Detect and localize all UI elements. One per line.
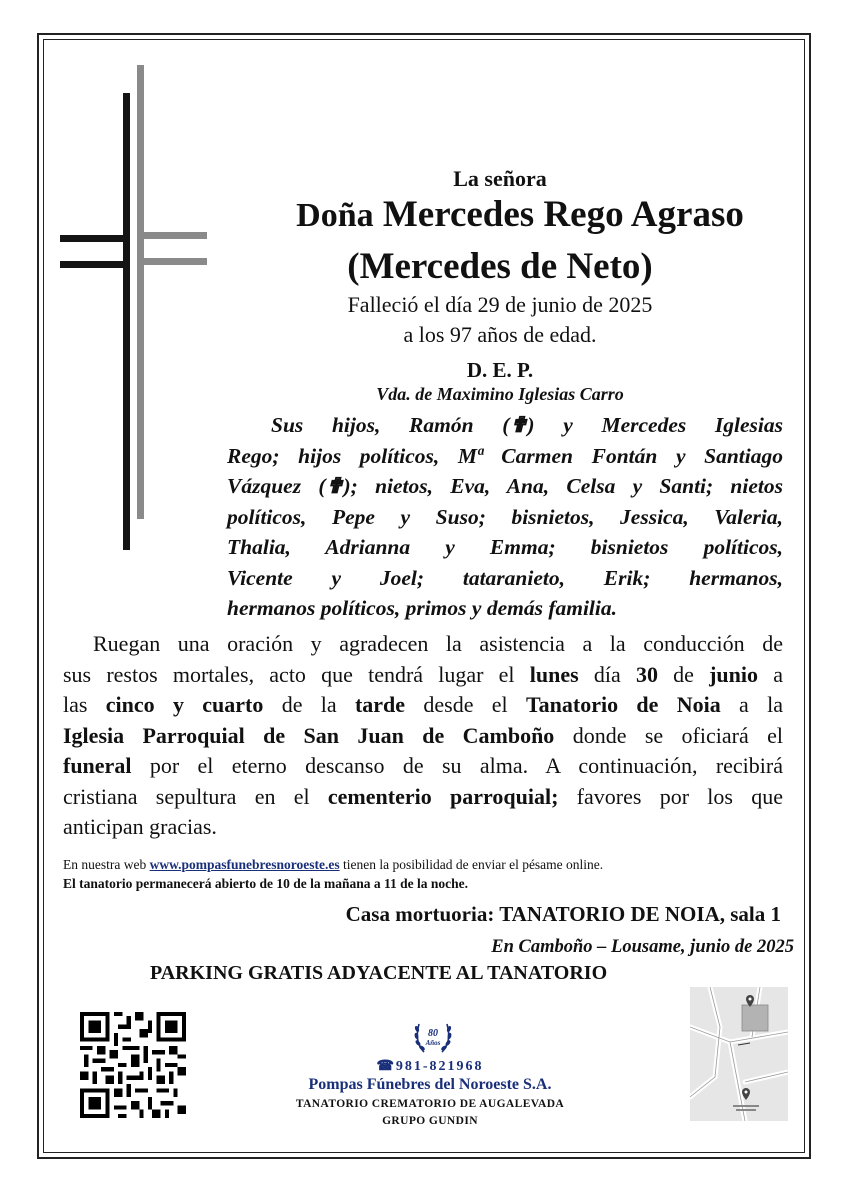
- honorific: La señora: [453, 166, 547, 191]
- family-line: Sus hijos, Ramón (✟) y Mercedes Iglesias: [271, 413, 783, 437]
- family-line: Vázquez (✟); nietos, Eva, Ana, Celsa y Santi; nietos: [227, 474, 783, 498]
- phone-icon: ☎: [376, 1059, 396, 1074]
- place-date: En Camboño – Lousame, junio de 2025: [491, 937, 794, 957]
- service-line: funeral por el eterno descanso de su alma. A continuación, recibirá: [63, 753, 783, 778]
- opening-hours: El tanatorio permanecerá abierto de 10 de la mañana a 11 de la noche.: [63, 876, 468, 891]
- service-details: [63, 629, 783, 843]
- death-date: Falleció el día 29 de junio de 2025: [347, 292, 653, 317]
- family-line: Vicente y Joel; tataranieto, Erik; hermanos,: [227, 565, 783, 590]
- laurel-logo-icon: [410, 1016, 456, 1056]
- family-line: Rego; hijos políticos, Mª Carmen Fontán y Santiago: [227, 443, 783, 468]
- death-info: [280, 290, 720, 350]
- deceased-name: [250, 193, 790, 236]
- service-line: sus restos mortales, acto que tendrá lugar el lunes día 30 de junio a: [63, 661, 783, 687]
- widow-of: Vda. de Maximino Iglesias Carro: [376, 384, 624, 404]
- crematorium-name: TANATORIO CREMATORIO DE AUGALEVADA: [295, 1098, 565, 1110]
- company-name: Pompas Fúnebres del Noroeste S.A.: [308, 1076, 552, 1093]
- family-line: hermanos políticos, primos y demás familia.: [227, 596, 618, 620]
- family-line: políticos, Pepe y Suso; bisnietos, Jessica, Valeria,: [227, 504, 783, 529]
- service-line: las cinco y cuarto de la tarde desde el Tanatorio de Noia a la: [63, 692, 783, 717]
- website-link[interactable]: www.pompasfunebresnoroeste.es: [149, 857, 340, 872]
- name-prefix: Doña: [296, 197, 374, 234]
- family-list: [227, 410, 783, 624]
- nickname: (Mercedes de Neto): [347, 246, 653, 287]
- service-line: Ruegan una oración y agradecen la asistencia a la conducción de: [93, 631, 783, 656]
- funeral-home: Casa mortuoria: TANATORIO DE NOIA, sala 1: [345, 902, 781, 926]
- service-line: Iglesia Parroquial de San Juan de Camboño donde se oficiará el: [63, 722, 783, 748]
- phone-number: ☎981-821968: [376, 1059, 484, 1074]
- family-line: Thalia, Adrianna y Emma; bisnietos políticos,: [227, 535, 783, 559]
- group-name: GRUPO GUNDIN: [382, 1115, 478, 1127]
- full-name: Mercedes Rego Agraso: [382, 194, 744, 235]
- rip: D. E. P.: [466, 358, 534, 382]
- service-line: cristiana sepultura en el cementerio parroquial; favores por los que: [63, 783, 784, 809]
- location-map[interactable]: [690, 987, 788, 1121]
- logo-word: Años: [425, 1039, 441, 1047]
- death-age: a los 97 años de edad.: [403, 322, 597, 347]
- logo-number: 80: [428, 1028, 438, 1039]
- service-line: anticipan gracias.: [63, 814, 217, 839]
- web-note: En nuestra web www.pompasfunebresnoroeste.es tienen la posibilidad de enviar el pésame online.: [63, 857, 604, 872]
- parking-note: PARKING GRATIS ADYACENTE AL TANATORIO: [150, 962, 608, 984]
- qr-code-icon[interactable]: [80, 1012, 186, 1118]
